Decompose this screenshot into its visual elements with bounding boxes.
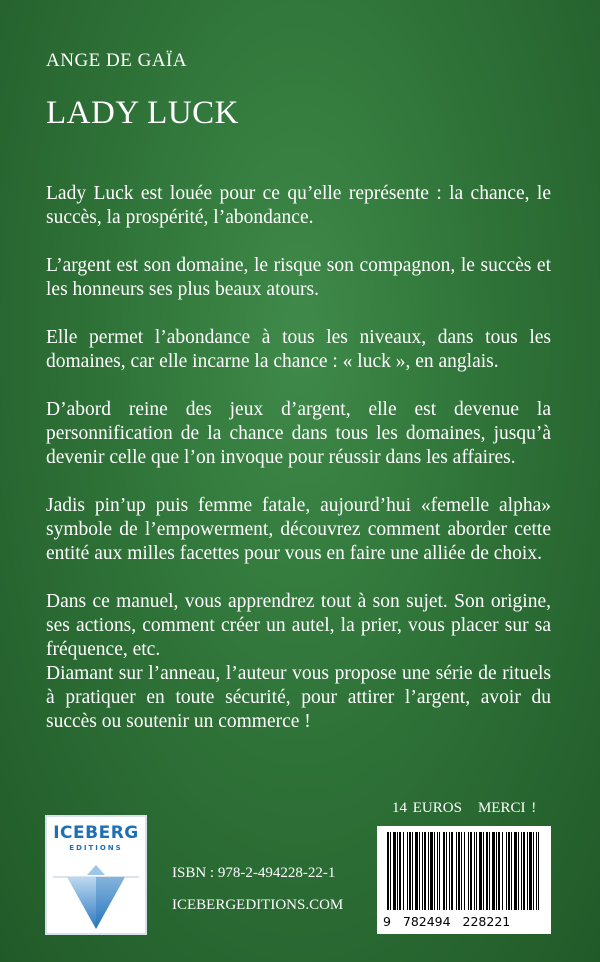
blurb-paragraph-7: Diamant sur l’anneau, l’auteur vous propose une série de rituels à pratiquer en toute sécurité, pour attirer l’argent, avoir du succès ou soutenir un commerce !: [46, 663, 551, 732]
barcode-bar: [483, 832, 484, 910]
barcode-bar: [422, 832, 423, 910]
barcode-bar: [498, 832, 500, 910]
barcode-bar: [529, 832, 532, 910]
barcode-bar: [461, 832, 462, 910]
barcode-bar: [511, 832, 512, 910]
book-title: LADY LUCK: [46, 95, 240, 131]
barcode-bar: [464, 832, 465, 910]
barcode-bar: [415, 832, 418, 910]
publisher-logo-name: ICEBERG: [53, 823, 139, 843]
barcode-digits: 9 782494 228221: [383, 914, 511, 929]
barcode-bar: [424, 832, 426, 910]
blurb-paragraph-3: Elle permet l’abondance à tous les niveaux, dans tous les domaines, car elle incarne la chance : « luck », en anglais.: [46, 327, 551, 372]
barcode-bar: [407, 832, 408, 910]
barcode-bar: [399, 832, 401, 910]
website-link[interactable]: ICEBERGEDITIONS.COM: [172, 897, 344, 913]
barcode-bar: [387, 832, 389, 910]
barcode-bar: [451, 832, 453, 910]
barcode-bar: [449, 832, 450, 910]
barcode-bar: [468, 832, 469, 910]
barcode-bar: [496, 832, 497, 910]
barcode-bar: [434, 832, 435, 910]
barcode-bar: [437, 832, 438, 910]
thanks-label: MERCI !: [477, 800, 537, 816]
publisher-logo: [45, 815, 147, 935]
barcode-bar: [456, 832, 457, 910]
barcode-bar: [412, 832, 413, 910]
blurb-paragraph-6: Dans ce manuel, vous apprendrez tout à son sujet. Son origine, ses actions, comment créer un autel, la prier, vous placer sur sa fréquence, etc.: [46, 591, 551, 660]
barcode-bar: [527, 832, 528, 910]
publisher-logo-sub: EDITIONS: [69, 844, 123, 852]
barcode-bar: [508, 832, 510, 910]
blurb-paragraph-4: D’abord reine des jeux d’argent, elle est devenue la personnification de la chance dans tous les domaines, jusqu’à devenir celle que l’on invoque pour réussir dans les affaires.: [46, 399, 551, 468]
barcode-bars: [387, 832, 541, 910]
barcode-bar: [518, 832, 519, 910]
barcode-bar: [474, 832, 475, 910]
barcode-bar: [476, 832, 477, 910]
barcode-bar: [470, 832, 472, 910]
barcode-bar: [403, 832, 404, 910]
author-name: ANGE DE GAÏA: [46, 50, 188, 71]
barcode-bar: [428, 832, 429, 910]
price-label: 14 EUROS: [392, 800, 462, 816]
barcode-bar: [533, 832, 534, 910]
blurb-paragraph-2: L’argent est son domaine, le risque son compagnon, le succès et les honneurs ses plus beaux atours.: [46, 255, 551, 300]
barcode-bar: [536, 832, 537, 910]
barcode-bar: [446, 832, 447, 910]
back-cover-blurb: [46, 182, 551, 734]
barcode-bar: [538, 832, 539, 910]
barcode-bar: [393, 832, 396, 910]
barcode-bar: [479, 832, 482, 910]
barcode-bar: [514, 832, 517, 910]
barcode-bar: [430, 832, 433, 910]
barcode-bar: [443, 832, 445, 910]
barcode-bar: [419, 832, 420, 910]
barcode-bar: [523, 832, 525, 910]
barcode: [377, 826, 551, 934]
barcode-bar: [502, 832, 503, 910]
barcode-bar: [390, 832, 391, 910]
barcode-bar: [521, 832, 522, 910]
isbn-text: ISBN : 978-2-494228-22-1: [172, 865, 336, 881]
blurb-paragraph-5: Jadis pin’up puis femme fatale, aujourd’hui «femelle alpha» symbole de l’empowerment, découvrez comment aborder cette entité aux milles facettes pour vous en faire une alliée de choix.: [46, 495, 551, 564]
barcode-bar: [397, 832, 398, 910]
blurb-paragraph-1: Lady Luck est louée pour ce qu’elle représente : la chance, le succès, la prospérité, l’abondance.: [46, 183, 551, 228]
barcode-bar: [486, 832, 488, 910]
barcode-bar: [492, 832, 495, 910]
barcode-bar: [458, 832, 460, 910]
barcode-bar: [506, 832, 507, 910]
barcode-bar: [439, 832, 440, 910]
barcode-bar: [489, 832, 490, 910]
iceberg-icon: [53, 857, 139, 931]
price-line: [392, 800, 536, 817]
barcode-bar: [409, 832, 411, 910]
